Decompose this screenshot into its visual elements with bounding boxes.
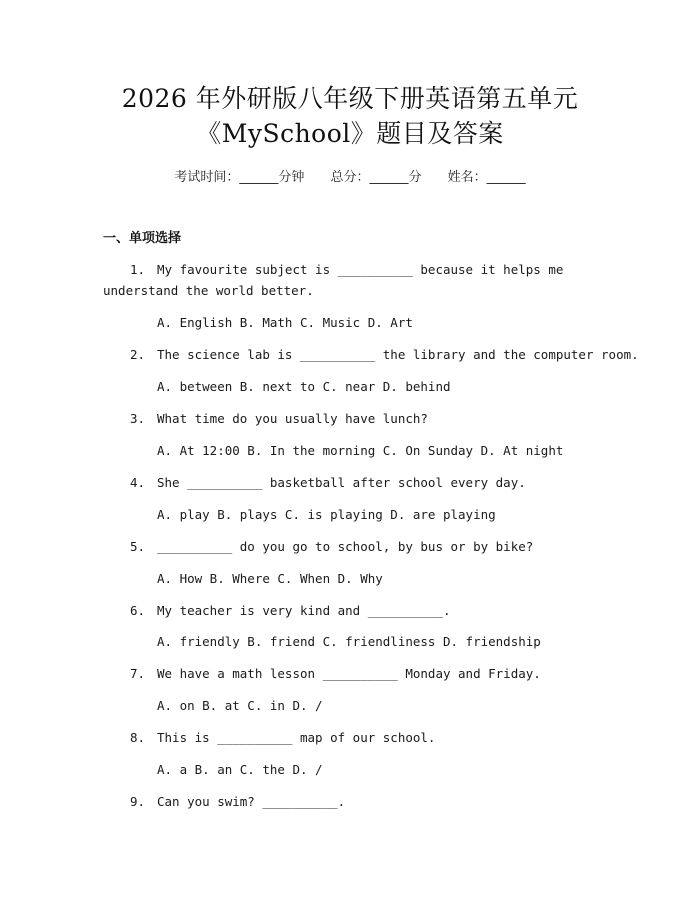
question-text: My teacher is very kind and __________. (157, 603, 451, 618)
total-score-field: 总分：______分 (330, 170, 422, 185)
question-number: 9. (130, 794, 146, 809)
question-text: The science lab is __________ the library and the computer room. (157, 347, 639, 362)
question-3 (130, 409, 428, 429)
question-2-options: A. between B. next to C. near D. behind (157, 379, 451, 394)
question-4-options: A. play B. plays C. is playing D. are playing (157, 507, 496, 522)
question-text: What time do you usually have lunch? (157, 411, 428, 426)
exam-time-field: 考试时间：______分钟 (174, 170, 305, 185)
question-number: 6. (130, 603, 146, 618)
exam-title-line-1: 2026 年外研版八年级下册英语第五单元 (121, 84, 579, 113)
question-2 (130, 345, 639, 365)
question-text: Can you swim? __________. (157, 794, 346, 809)
question-5 (130, 537, 533, 557)
question-1-continued: understand the world better. (103, 283, 314, 298)
question-number: 2. (130, 347, 146, 362)
question-number: 3. (130, 411, 146, 426)
exam-info-row (0, 168, 700, 188)
question-text: She __________ basketball after school every day. (157, 475, 526, 490)
question-text: We have a math lesson __________ Monday and Friday. (157, 666, 541, 681)
question-number: 8. (130, 730, 146, 745)
student-name-field: 姓名：______ (447, 170, 526, 185)
question-9 (130, 792, 345, 812)
question-4 (130, 473, 526, 493)
question-number: 5. (130, 539, 146, 554)
question-7-options: A. on B. at C. in D. / (157, 698, 323, 713)
question-text: __________ do you go to school, by bus or by bike? (157, 539, 534, 554)
question-number: 1. (130, 262, 146, 277)
question-1 (130, 260, 563, 280)
question-6-options: A. friendly B. friend C. friendliness D. friendship (157, 634, 541, 649)
question-text: My favourite subject is __________ because it helps me (157, 262, 564, 277)
question-8 (130, 728, 435, 748)
exam-title-line-2: 《MySchool》题目及答案 (196, 119, 504, 148)
question-3-options: A. At 12:00 B. In the morning C. On Sunday D. At night (157, 443, 564, 458)
question-1-options: A. English B. Math C. Music D. Art (157, 315, 413, 330)
question-8-options: A. a B. an C. the D. / (157, 762, 323, 777)
question-5-options: A. How B. Where C. When D. Why (157, 571, 383, 586)
question-number: 7. (130, 666, 146, 681)
section-heading: 一、单项选择 (103, 231, 182, 246)
question-number: 4. (130, 475, 146, 490)
question-7 (130, 664, 541, 684)
question-6 (130, 601, 451, 621)
question-text: This is __________ map of our school. (157, 730, 436, 745)
